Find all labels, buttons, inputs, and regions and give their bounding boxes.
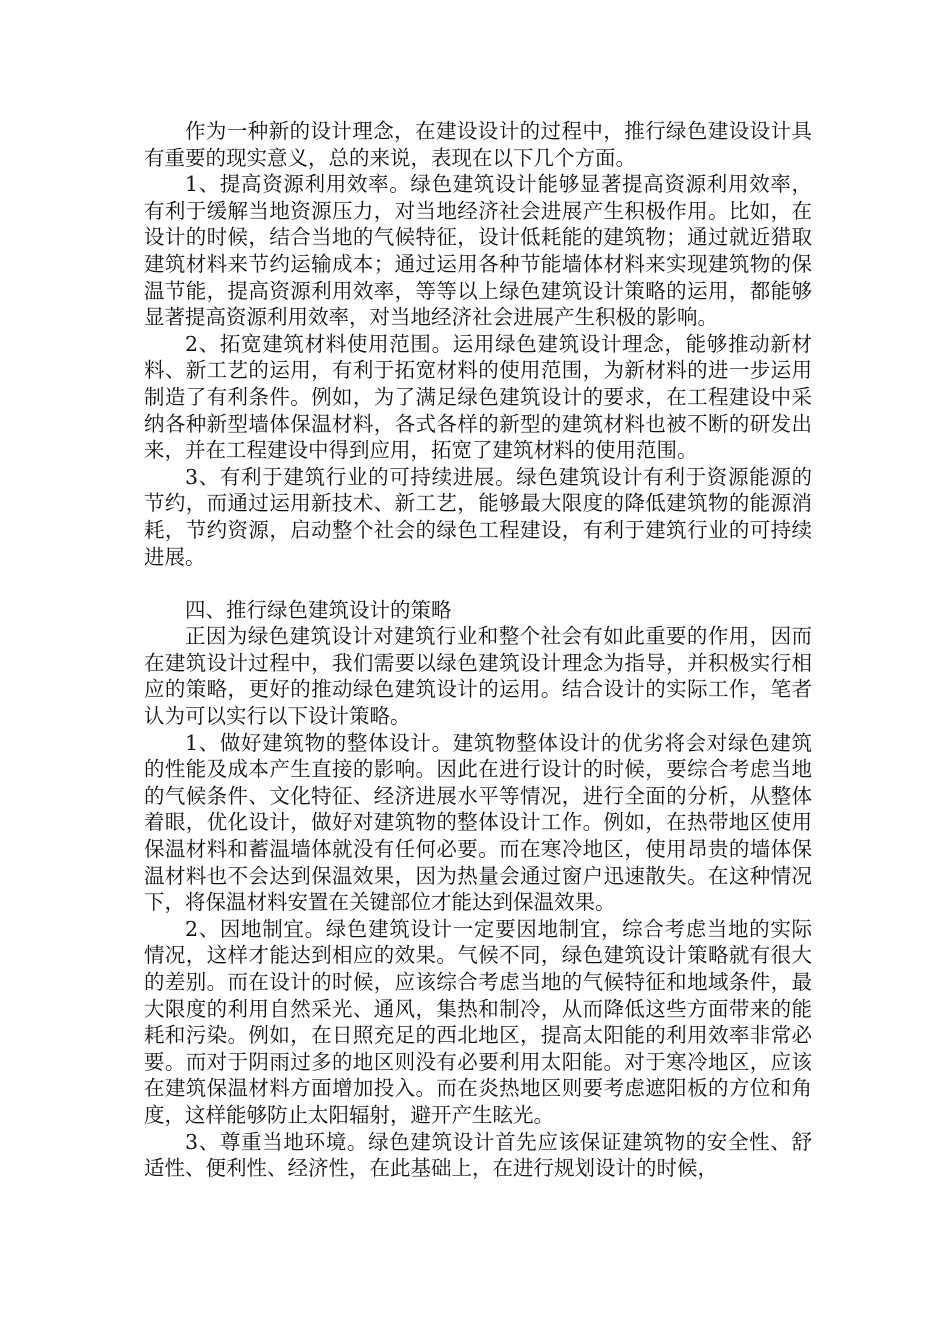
section-heading: 四、推行绿色建筑设计的策略	[185, 597, 452, 622]
paragraph-point-2: 2、拓宽建筑材料使用范围。运用绿色建筑设计理念，能够推动新材料、新工艺的运用，有利于拓宽材料的使用范围，为新材料的进一步运用制造了有利条件。例如，为了满足绿色建筑设计的要求，在工程建设中采纳各种新型墙体保温材料，各式各样的新型的建筑材料也被不断的研发出来，并在工程建设中得到应用，拓宽了建筑材料的使用范围。	[144, 331, 812, 463]
paragraph-point-3: 3、有利于建筑行业的可持续进展。绿色建筑设计有利于资源能源的节约，而通过运用新技术、新工艺，能够最大限度的降低建筑物的能源消耗，节约资源，启动整个社会的绿色工程建设，有利于建筑行业的可持续进展。	[144, 464, 812, 569]
paragraph-strategy-1: 1、做好建筑物的整体设计。建筑物整体设计的优劣将会对绿色建筑的性能及成本产生直接的影响。因此在进行设计的时候，要综合考虑当地的气候条件、文化特征、经济进展水平等情况，进行全面的分析，从整体着眼，优化设计，做好对建筑物的整体设计工作。例如，在热带地区使用保温材料和蓄温墙体就没有任何必要。而在寒冷地区，使用昂贵的墙体保温材料也不会达到保温效果，因为热量会通过窗户迅速散失。在这种情况下，将保温材料安置在关键部位才能达到保温效果。	[144, 730, 812, 915]
paragraph-strategy-intro: 正因为绿色建筑设计对建筑行业和整个社会有如此重要的作用，因而在建筑设计过程中，我们需要以绿色建筑设计理念为指导，并积极实行相应的策略，更好的推动绿色建筑设计的运用。结合设计的实际工作，笔者认为可以实行以下设计策略。	[144, 624, 812, 729]
paragraph-strategy-2: 2、因地制宜。绿色建筑设计一定要因地制宜，综合考虑当地的实际情况，这样才能达到相应的效果。气候不同，绿色建筑设计策略就有很大的差别。而在设计的时候，应该综合考虑当地的气候特征和地域条件，最大限度的利用自然采光、通风，集热和制冷，从而降低这些方面带来的能耗和污染。例如，在日照充足的西北地区，提高太阳能的利用效率非常必要。而对于阴雨过多的地区则没有必要利用太阳能。对于寒冷地区，应该在建筑保温材料方面增加投入。而在炎热地区则要考虑遮阳板的方位和角度，这样能够防止太阳辐射，避开产生眩光。	[144, 916, 812, 1127]
paragraph-intro: 作为一种新的设计理念，在建设设计的过程中，推行绿色建设设计具有重要的现实意义，总的来说，表现在以下几个方面。	[144, 119, 812, 170]
blank-line	[144, 570, 812, 597]
document-body	[144, 118, 812, 1182]
paragraph-point-1: 1、提高资源利用效率。绿色建筑设计能够显著提高资源利用效率，有利于缓解当地资源压力，对当地经济社会进展产生积极作用。比如，在设计的时候，结合当地的气候特征，设计低耗能的建筑物；通过就近猎取建筑材料来节约运输成本；通过运用各种节能墙体材料来实现建筑物的保温节能，提高资源利用效率，等等以上绿色建筑设计策略的运用，都能够显著提高资源利用效率，对当地经济社会进展产生积极的影响。	[144, 172, 812, 330]
paragraph-strategy-3: 3、尊重当地环境。绿色建筑设计首先应该保证建筑物的安全性、舒适性、便利性、经济性，在此基础上，在进行规划设计的时候，	[144, 1129, 812, 1181]
